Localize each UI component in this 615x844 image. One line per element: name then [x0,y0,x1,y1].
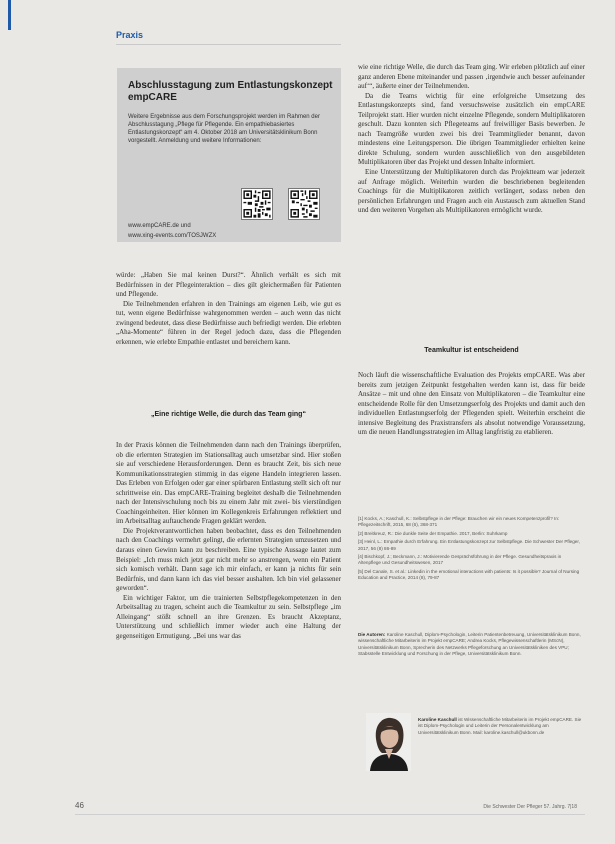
author-photo [366,713,411,771]
qr-code-icon [288,188,320,220]
author-bio [418,717,584,736]
info-box-url-1: www.empCARE.de und [128,223,191,229]
paragraph: wie eine richtige Welle, die durch das Team ging. Wir erleben plötzlich auf einer ganz anderen Ebene miteinander und passen ‚irgendwie auch besser aufeinander auf‘“, äußerte einer der Teilnehmenden. [358,63,585,91]
reference-item: [3] Heinl, L.: Empathie durch Erfahrung. Ein Entlastungskonzept zur Selbstpflege. Die Schwester Der Pfleger, 2017, 56 (8) 86-89 [358,539,580,551]
info-box [117,68,341,242]
paragraph: Eine Unterstützung der Multiplikatoren durch das Projektteam war jederzeit auf Anfrage möglich. Weiterhin wurden die beschriebenen begleitenden Coachings für die Multiplikatoren zeitlich verlängert, sodass neben den persönlichen Erfahrungen und Fragen auch ein Austausch zum aktuellen Stand und den weiteren Vorgehen als Multiplikatoren ermöglicht wurde. [358,168,585,215]
info-box-text: Weitere Ergebnisse aus dem Forschungsprojekt werden im Rahmen der Abschlusstagung „Pflege für Pflegende. Ein empathiebasiertes Entlastungskonzept“ am 4. Oktober 2018 am Universitätsklinikum Bonn vorgestellt. Anmeldung und weitere Informationen: [128,114,320,144]
reference-item: [5] Del Canale, S. et al.: Linkedin in the emotional interactions with patients: Is it possible? Journal of Nursing Education and Practice, 2014 (8), 79-87 [358,568,580,581]
author-bio-text: ist Wissenschaftliche Mitarbeiterin im Projekt empCARE. Sie ist Diplom-Psychologin und Leiterin der Personalentwicklung am Universitätsklinikum Bonn. Mail: karoline.kaschull@ukbonn.de [418,717,582,735]
left-column-top [116,271,341,347]
right-column-top [358,63,585,216]
paragraph: Ein wichtiger Faktor, um die trainierten Selbstpflegekompetenzen in den Arbeitsalltag zu tragen, scheint auch die Teamkultur zu sein. Selbstpflege „im Alleingang“ stößt schnell an ihre Grenzen. Es braucht Akzeptanz, Unterstützung und schließlich immer wieder auch eine Haltung der gegenseitigen Ermutigung. „Bei uns war das [116,593,341,640]
authors-block [358,632,584,658]
authors-label: Die Autoren: [358,632,386,637]
paragraph: In der Praxis können die Teilnehmenden dann nach den Trainings überprüfen, ob die erlernten Strategien im Stationsalltag auch umsetzbar sind. Hier stoßen sie auf verschiedene Herausforderungen. Denn es braucht Zeit, bis sich neue Kommunikationsstrategien stimmig in das eigene Handeln integrieren lassen. Das Erleben von Erfolgen oder gar einer spürbaren Entlastung stellt sich oft nur schrittweise ein. Das empCARE-Training begleitet deshalb die Teilnehmenden nach der Intensivschulung noch bis zu einem Jahr mit zwei- bis vierstündigen Coachingeinheiten. Hier können im Kollegenkreis Erfahrungen reflektiert und im Arbeitsalltag auftauchende Fragen geklärt werden. [116,441,341,526]
author-name: Karoline Kaschull [418,717,457,722]
paragraph: Die Teilnehmenden erfahren in den Trainings am eigenen Leib, wie gut es tut, wenn eigene Bedürfnisse wahrgenommen werden – auch wenn das nicht zwingend bedeutet, dass diese Bedürfnisse auch befriedigt werden. Die erlebten „Aha-Momente“ führen in der Regel jedoch dazu, dass die Pflegenden erkennen, wie erlebte Empathie entlastet und bereichern kann. [116,299,341,346]
qr-code-graphic-2 [289,189,319,219]
authors-text: Karoline Kaschull, Diplom-Psychologin, Leiterin Patientenbetreuung, Universitätsklinikum Bonn, wissenschaftliche Mitarbeiterin im Projekt empCARE; Andrea Kocks, Pflegewissenschaftlerin (MScN), Universitätsklinikum Bonn, Sprecherin des Netzwerks Pflegeforschung an Universitätskliniken des VPU; Stabsstelle Entwicklung und Forschung in der Pflege, Universitätsklinikum Bonn. [358,632,581,657]
qr-code-icon [241,188,273,220]
paragraph: Noch läuft die wissenschaftliche Evaluation des Projekts empCARE. Was aber bereits zum jetzigen Zeitpunkt festgehalten werden kann ist, dass für beide Ansätze – mit und ohne den Einsatz von Multiplikatoren – die Teamkultur eine entscheidende Rolle für den Umsetzungserfolg des Projekts und damit auch den individuellen Entlastungserfolg der Pflegenden spielt. Weiterhin erscheint die intensive Begleitung des Praxistransfers als absolut notwendige Voraussetzung, um die neuen Handlungsstrategien im Alltag langfristig zu etablieren. [358,371,585,437]
paragraph: würde: „Haben Sie mal keinen Durst?“. Ähnlich verhält es sich mit Bedürfnissen in der Pflegeinteraktion – dies gilt gleichermaßen für Patienten und Pflegende. [116,271,341,299]
subheading-left: „Eine richtige Welle, die durch das Team ging“ [151,411,306,418]
reference-item: [4] Bischkopf, J.; Beckmann, J.: Motivierende Gesprächsführung in der Pflege. Gesundheitspraxis in Altenpflege und Gesundheitswesen, 2017 [358,554,562,566]
subheading-right: Teamkultur ist entscheidend [424,347,519,354]
paragraph: Da die Teams wichtig für eine erfolgreiche Umsetzung des Entlastungskonzepts sind, fand versuchsweise zusätzlich ein empCARE Teilprojekt statt. Hier wurden nicht einzelne Pflegende, sondern Multiplikatoren geschult. Dazu konnten sich Pflegeteams auf freiwilliger Basis bewerben. Je nach Teamgröße wurden zwei bis drei Teammitglieder benannt, davon mindestens eine Leitungsperson. Die übrigen Teammitglieder erhielten keine direkte Schulung, sondern wurden ausschließlich von den ausgebildeten Multiplikatoren über das Projekt und dessen Inhalte informiert. [358,91,585,167]
info-box-url-2: www.xing-events.com/TOSJWZX [128,233,217,239]
section-label: Praxis [116,30,144,40]
running-footer: Die Schwester Der Pfleger 57. Jahrg. 7|18 [483,804,577,810]
reference-item: [2] Breitkreuz, R.: Die dunkle Seite der Empathie. 2017, Berlin: Suhrkamp [358,530,508,536]
top-rule [116,44,341,45]
author-photo-graphic [366,713,411,771]
section-color-bar [8,0,11,30]
info-box-title: Abschlusstagung zum Entlastungskonzept empCARE [128,80,333,103]
references [358,516,584,584]
page-number: 46 [75,801,84,810]
left-column-bottom [116,441,341,641]
paragraph: Die Projektverantwortlichen haben beobachtet, dass es den Teilnehmenden nach den Coachings vermehrt gelingt, die erlernten Strategien umzusetzen und daraus einen Gewinn kann zu beschreiben. Eine typische Aussage lautet zum Beispiel: „Ich muss mich jetzt gar nicht mehr so anstrengen, wenn ein Patient sich komisch verhält. Dann sage ich mir einfach, er kann ja nichts für sein Bedürfnis, und dann kann ich das viel besser aushalten. Ich bin viel gelassener geworden“. [116,526,341,593]
right-column-bottom [358,371,585,438]
reference-item: [1] Kocks, A.; Kaschull, K.: Selbstpflege in der Pflege: Brauchen wir ein neues Kompetenzprofil? In: Pflegezeitschrift, 2015, 68 (6), 368-371 [358,516,560,528]
bottom-rule [75,814,585,815]
qr-code-graphic-1 [242,189,272,219]
